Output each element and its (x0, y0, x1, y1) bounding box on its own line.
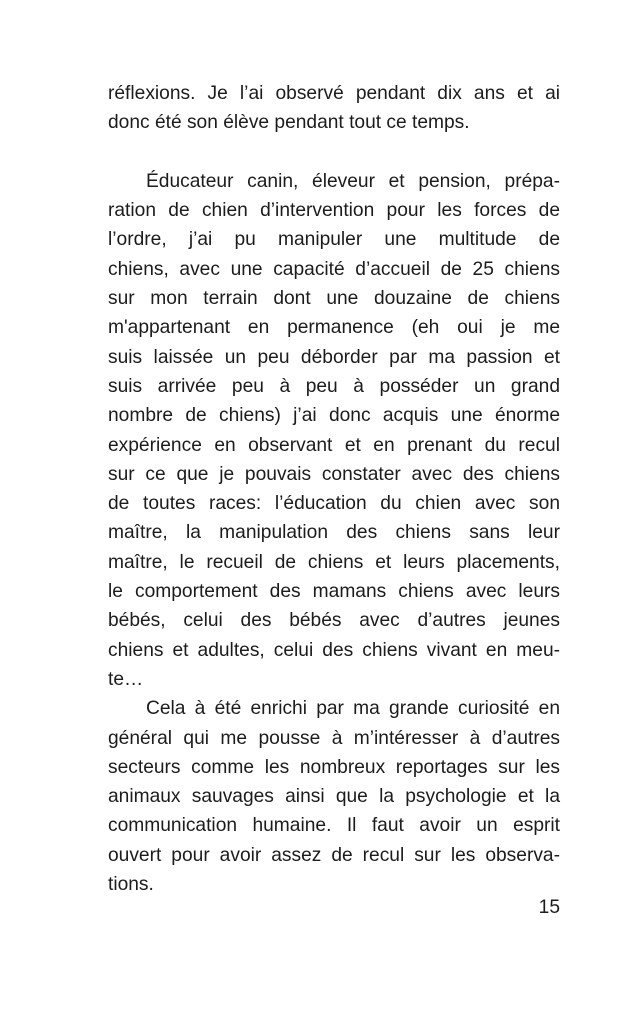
paragraph-1 (108, 79, 560, 138)
text-line: bébés, celui des bébés avec d’autres jeunes (108, 610, 560, 632)
text-line: le comportement des mamans chiens avec leurs (108, 581, 560, 603)
text-line: nombre de chiens) j’ai donc acquis une énorme (108, 405, 560, 427)
text-line: sur mon terrain dont une douzaine de chiens (108, 288, 560, 310)
paragraph-spacer (108, 138, 560, 167)
paragraph-2 (108, 167, 560, 694)
text-line: chiens, avec une capacité d’accueil de 25 chiens (108, 258, 560, 280)
text-line: m'appartenant en permanence (eh oui je me (108, 317, 560, 339)
page-number: 15 (538, 897, 560, 918)
text-line: secteurs comme les nombreux reportages sur les (108, 756, 560, 778)
text-line: de toutes races: l’éducation du chien avec son (108, 493, 560, 515)
text-line: donc été son élève pendant tout ce temps. (108, 112, 470, 134)
text-line: Cela à été enrichi par ma grande curiosité en (146, 698, 560, 720)
body-text (108, 79, 560, 899)
text-line: sur ce que je pouvais constater avec des chiens (108, 463, 560, 485)
text-line: l’ordre, j’ai pu manipuler une multitude de (108, 229, 560, 251)
paragraph-3 (108, 694, 560, 899)
text-line: chiens et adultes, celui des chiens vivant en meu- (108, 639, 560, 661)
text-line: ration de chien d’intervention pour les forces de (108, 200, 560, 222)
text-line: maître, le recueil de chiens et leurs placements, (108, 551, 560, 573)
text-line: suis arrivée peu à peu à posséder un grand (108, 375, 560, 397)
text-line: maître, la manipulation des chiens sans leur (108, 522, 560, 544)
text-line: animaux sauvages ainsi que la psychologie et la (108, 786, 560, 808)
text-line: réflexions. Je l’ai observé pendant dix ans et ai (108, 83, 560, 104)
text-line: expérience en observant et en prenant du recul (108, 434, 560, 456)
text-line: général qui me pousse à m’intéresser à d’autres (108, 727, 560, 749)
text-line: tions. (108, 874, 154, 896)
text-line: communication humaine. Il faut avoir un esprit (108, 815, 560, 837)
text-line: suis laissée un peu déborder par ma passion et (108, 346, 560, 368)
text-line: ouvert pour avoir assez de recul sur les observa- (108, 844, 560, 866)
text-line: Éducateur canin, éleveur et pension, prépa- (146, 170, 560, 192)
text-line: te… (108, 668, 144, 690)
